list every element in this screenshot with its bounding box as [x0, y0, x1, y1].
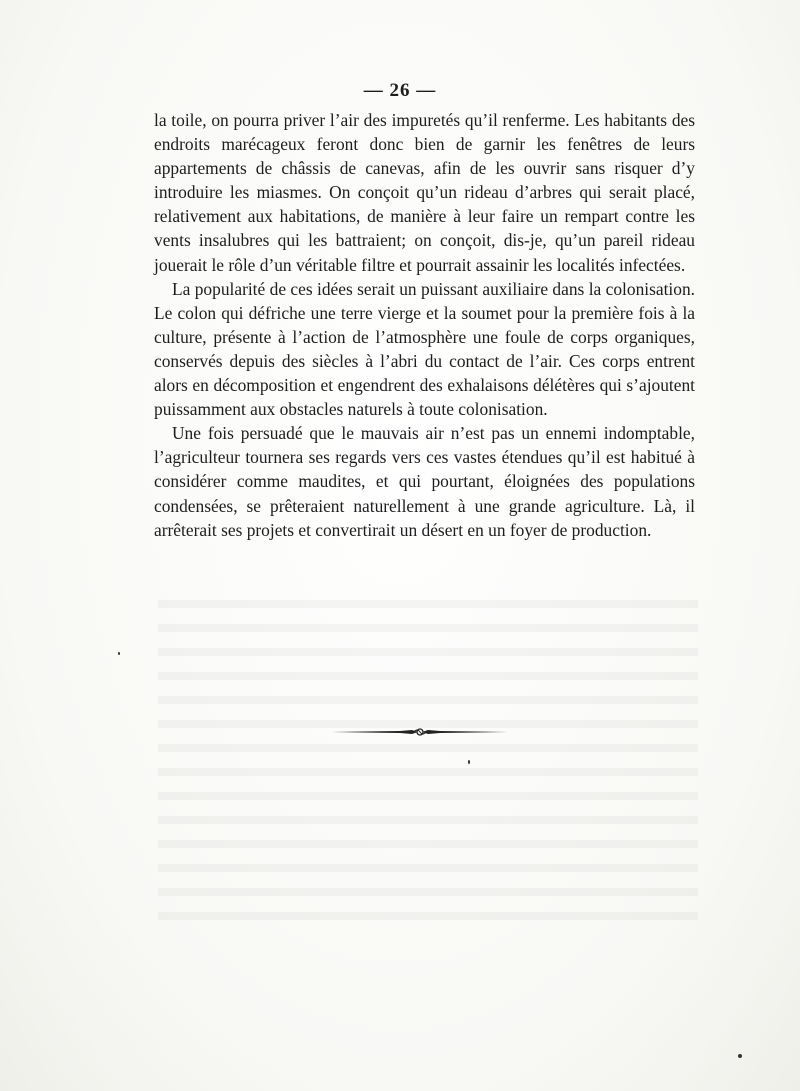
body-text [154, 108, 695, 542]
ink-speck [738, 1054, 742, 1058]
paragraph-3: Une fois persuadé que le mauvais air n’est pas un ennemi indomptable, l’agriculteur tournera ses regards vers ces vastes étendues qu’il est habitué à considérer comme maudites, et qui pourtant, éloignées des populations condensées, se prêteraient naturellement à une grande agriculture. Là, il arrêterait ses projets et convertirait un désert en un foyer de production. [154, 423, 695, 540]
page-number: — 26 — [363, 80, 437, 101]
end-ornament [330, 726, 510, 738]
paragraph-1: la toile, on pourra priver l’air des impuretés qu’il renferme. Les habitants des endroits marécageux feront donc bien de garnir les fenêtres de leurs appartements de châssis de canevas, afin de les ouvrir sans risquer d’y introduire les miasmes. On conçoit qu’un rideau d’arbres qui serait placé, relativement aux habitations, de manière à leur faire un rempart contre les vents insalubres qui les battraient; on conçoit, dis-je, qu’un pareil rideau jouerait le rôle d’un véritable filtre et pourrait assainir les localités infectées. [154, 110, 695, 275]
paragraph-2: La popularité de ces idées serait un puissant auxiliaire dans la colonisation. Le colon qui défriche une terre vierge et la soumet pour la première fois à la culture, présente à l’action de l’atmosphère une foule de corps organiques, conservés depuis des siècles à l’abri du contact de l’air. Ces corps entrent alors en décomposition et engendrent des exhalaisons délétères qui s’ajoutent puissamment aux obstacles naturels à toute colonisation. [154, 278, 695, 420]
show-through-text [158, 590, 698, 920]
ink-speck [468, 760, 470, 764]
ink-speck [118, 652, 120, 655]
